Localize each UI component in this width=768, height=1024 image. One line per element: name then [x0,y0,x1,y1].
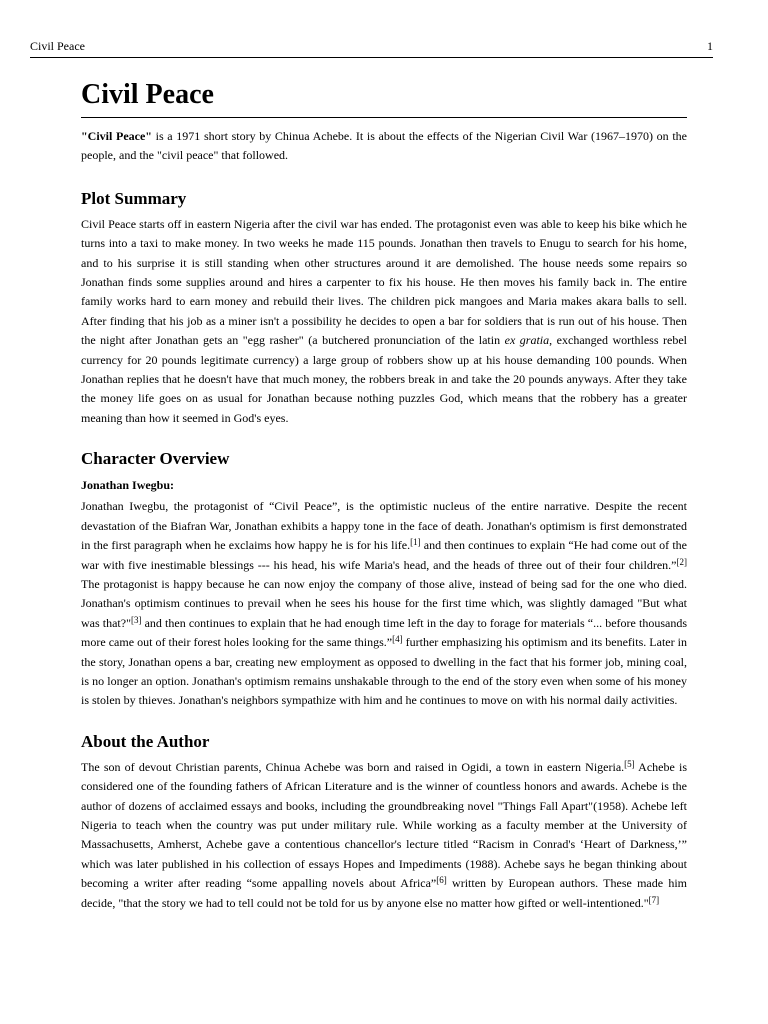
article-body [81,78,687,913]
plot-summary-paragraph [81,215,687,428]
character-overview-heading: Character Overview [81,449,230,469]
intro-paragraph [81,127,687,166]
char-text-4: and then continues to explain that he had enough time left in the day to forage for materials “... before thousands more came out of their forest holes looking for the same things.” [81,615,687,650]
footnote-ref-2[interactable]: [2] [676,556,687,567]
running-title: Civil Peace [30,39,85,53]
intro-text: is a 1971 short story by Chinua Achebe. It is about the effects of the Nigerian Civil War (1967–1970) on the people, and the "civil peace" that followed. [81,129,687,163]
char-text-3: The protagonist is happy because he can now enjoy the company of those alive, instead of being sad for the one who died. Jonathan's optimism continues to prevail when he sees his house for the first time which, was slightly damaged "But what was that?" [81,576,687,630]
about-author-heading: About the Author [81,731,210,751]
footnote-ref-3[interactable]: [3] [131,614,142,625]
author-text-2: Achebe is considered one of the founding fathers of African Literature and is the winner of countless honors and awards. Achebe is the author of dozens of acclaimed essays and books, including the groundbreaking novel "Things Fall Apart"(1958). Achebe left Nigeria to teach when the country was put under military rule. While working as a faculty member at the University of Massachusetts, Amherst, Achebe gave a contentious chancellor's lecture titled “Racism in Conrad's ‘Heart of Darkness,’” which was later published in his collection of essays Hopes and Impediments (1988). Achebe says he began thinking about becoming a writer after reading “some appalling novels about Africa” [81,759,687,891]
char-text-5: further emphasizing his optimism and its benefits. Later in the story, Jonathan opens a bar, creating new employment as opposed to dwelling in the fact that his former job, mining coal, is no longer an option. Jonathan's optimism remains unshakable through to the end of the story even when some of his money is stolen by thieves. Jonathan's neighbors sympathize with him and he continues to move on with his normal daily activities. [81,635,687,708]
char-text-2: and then continues to explain “He had come out of the war with five inestimable blessings --- his head, his wife Maria's head, and the heads of three out of their four children.” [81,538,687,572]
header-rule [30,57,713,58]
footnote-ref-6[interactable]: [6] [436,875,447,886]
author-paragraph [81,758,687,913]
footnote-ref-1[interactable]: [1] [410,537,421,548]
article-title: Civil Peace [81,78,687,118]
plot-italic-term: ex gratia [504,333,550,348]
footnote-ref-5[interactable]: [5] [624,758,635,769]
page-number: 1 [707,39,713,53]
footnote-ref-4[interactable]: [4] [392,634,403,645]
intro-bold-lead: "Civil Peace" [81,129,152,143]
plot-text-2: , exchanged worthless rebel currency for 20 pounds legitimate currency) a large group of robbers show up at his house demanding 100 pounds. When Jonathan replies that he doesn't have that much money, the robbers break in and take the 20 pounds anyways. After they take the money life goes on as usual for Jonathan because nothing puzzles God, which means that the robbery has a greater meaning than how it seemed in God's eyes. [81,333,687,425]
character-paragraph [81,497,687,710]
plot-summary-heading: Plot Summary [81,188,187,208]
plot-text-1: Civil Peace starts off in eastern Nigeria after the civil war has ended. The protagonist even was able to keep his bike which he turns into a taxi to make money. In two weeks he made 115 pounds. Jonathan then travels to Enugu to search for his home, and to his surprise it is still standing when other structures around it are demolished. The house needs some repairs so Jonathan finds some supplies around and hires a carpenter to fix his house. He then moves his family back in. The entire family works hard to earn money and rebuild their lives. The children pick mangoes and Maria makes akara balls to sell. After finding that his job as a miner isn't a possibility he decides to open a bar for soldiers that is run out of his house. Then the night after Jonathan gets an "egg rasher" (a butchered pronunciation of the latin [81,216,687,348]
footnote-ref-7[interactable]: [7] [648,894,660,905]
char-text-1: Jonathan Iwegbu, the protagonist of “Civil Peace”, is the optimistic nucleus of the entire narrative. Despite the recent devastation of the Biafran War, Jonathan exhibits a happy tone in the face of death. Jonathan's optimism is first demonstrated in the first paragraph when he exclaims how happy he is for his life. [81,499,687,553]
running-header [30,38,713,54]
author-text-3: written by European authors. These made him decide, "that the story we had to tell could not be told for us by anyone else no matter how gifted or well-intentioned." [81,876,688,910]
character-subheading: Jonathan Iwegbu: [81,478,175,493]
author-text-1: The son of devout Christian parents, Chinua Achebe was born and raised in Ogidi, a town in eastern Nigeria. [81,759,625,774]
